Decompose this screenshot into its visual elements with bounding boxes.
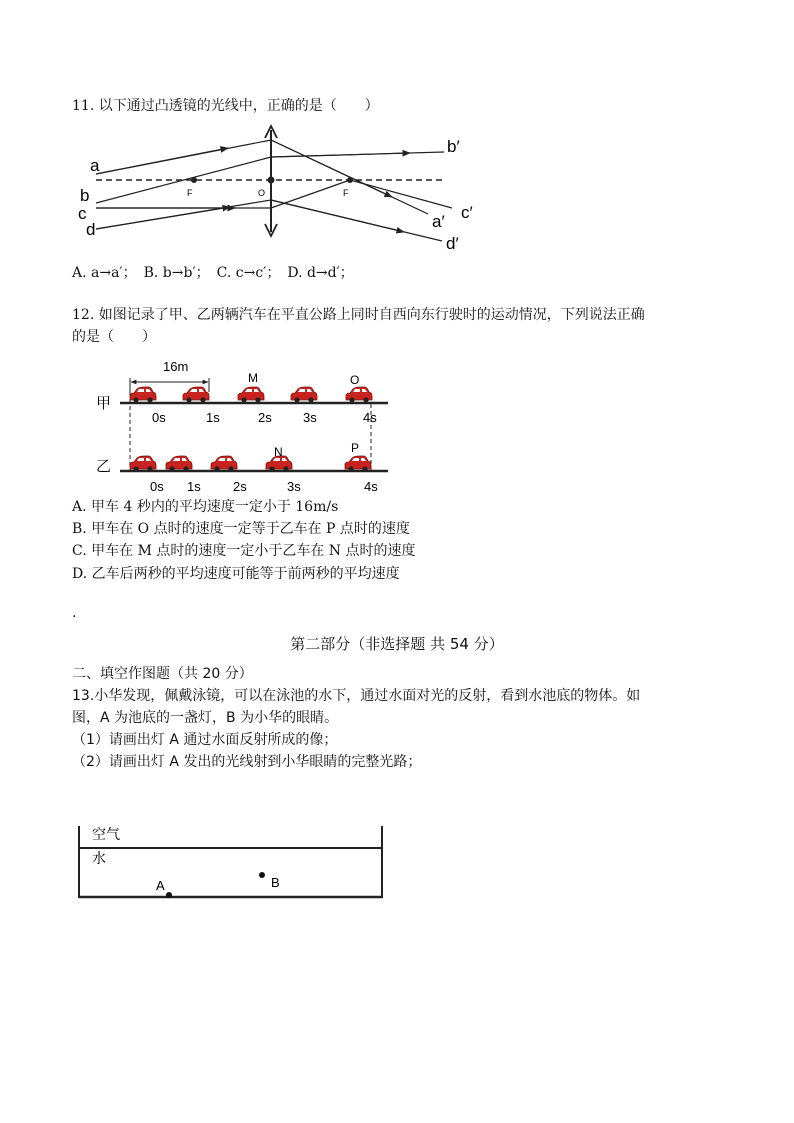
label-ray-d: d	[86, 220, 96, 239]
label-point-o: O	[350, 373, 360, 387]
label-car-yi: 乙	[96, 458, 112, 475]
label-eye-b: B	[271, 875, 280, 890]
label-ray-a: a	[90, 156, 100, 175]
jia-time-3: 3s	[303, 410, 317, 425]
label-ray-c2: c′	[461, 203, 473, 222]
label-car-jia: 甲	[96, 395, 112, 412]
q12-option-c: C. 甲车在 M 点时的速度一定小于乙车在 N 点时的速度	[72, 543, 416, 559]
q12-stem-line1: 12. 如图记录了甲、乙两辆汽车在平直公路上同时自西向东行驶时的运动情况，下列说法正确	[72, 307, 645, 323]
label-distance: 16m	[163, 359, 189, 374]
q13-sub1: （1）请画出灯 A 通过水面反射所成的像；	[72, 732, 338, 748]
label-point-m: M	[248, 371, 258, 385]
lamp-a-point	[166, 892, 172, 898]
label-ray-a2: a′	[432, 212, 445, 231]
label-point-n: N	[274, 445, 283, 459]
label-focus-left: F	[187, 188, 193, 198]
yi-time-2: 2s	[233, 479, 247, 494]
section2-heading: 二、填空作图题（共 20 分）	[72, 666, 253, 682]
jia-time-1: 1s	[206, 410, 220, 425]
q12-option-d: D. 乙车后两秒的平均速度可能等于前两秒的平均速度	[72, 566, 400, 582]
label-ray-c: c	[78, 204, 87, 223]
yi-time-0: 0s	[150, 479, 164, 494]
part2-title: 第二部分（非选择题 共 54 分）	[290, 635, 504, 653]
label-water: 水	[92, 850, 106, 866]
jia-time-2: 2s	[258, 410, 272, 425]
jia-time-4: 4s	[363, 410, 377, 425]
yi-time-4: 4s	[364, 479, 378, 494]
q12-option-a: A. 甲车 4 秒内的平均速度一定小于 16m/s	[72, 499, 339, 515]
label-ray-b: b	[80, 186, 90, 205]
yi-time-3: 3s	[287, 479, 301, 494]
eye-b-point	[259, 872, 265, 878]
label-point-p: P	[351, 441, 360, 455]
q13-line2: 图，A 为池底的一盏灯，B 为小华的眼睛。	[72, 710, 339, 726]
q12-stem-line2: 的是（ ）	[72, 329, 156, 345]
label-ray-b2: b′	[447, 137, 460, 156]
label-center: O	[258, 188, 266, 198]
jia-time-0: 0s	[152, 410, 166, 425]
q11-options: A. a→a′； B. b→b′； C. c→c′； D. d→d′；	[72, 265, 354, 281]
label-ray-d2: d′	[446, 234, 459, 253]
q11-stem: 11. 以下通过凸透镜的光线中，正确的是（ ）	[72, 98, 379, 114]
q13-line1: 13.小华发现，佩戴泳镜，可以在泳池的水下，通过水面对光的反射，看到水池底的物体。如	[72, 688, 641, 704]
q12-option-b: B. 甲车在 O 点时的速度一定等于乙车在 P 点时的速度	[72, 521, 410, 537]
q13-sub2: （2）请画出灯 A 发出的光线射到小华眼睛的完整光路；	[72, 754, 422, 770]
yi-time-1: 1s	[187, 479, 201, 494]
label-focus-right: F	[343, 188, 349, 198]
stray-dot: .	[72, 605, 77, 621]
label-air: 空气	[92, 826, 120, 842]
label-lamp-a: A	[156, 878, 165, 893]
